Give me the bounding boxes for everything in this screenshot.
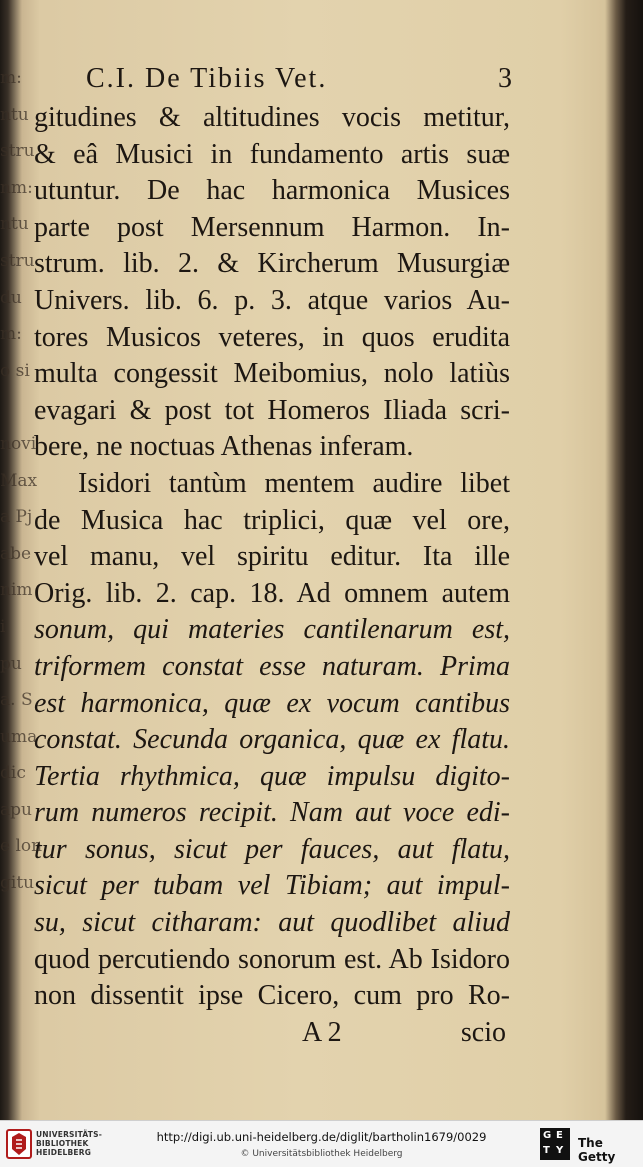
text-line: est harmonica, quæ ex vocum cantibus	[34, 687, 510, 719]
text-line: parte post Mersennum Harmon. In-	[34, 211, 510, 243]
text-line: & eâ Musici in fundamento artis suæ	[34, 138, 510, 170]
page-foot	[34, 1015, 606, 1051]
catchword: scio	[460, 1016, 506, 1048]
text-line: strum. lib. 2. & Kircherum Musurgiæ	[34, 248, 510, 280]
text-line: bere, ne noctuas Athenas inferam.	[34, 431, 414, 463]
text-line: tores Musicos veteres, in quos erudita	[34, 321, 510, 353]
bleed-through-text: m: ntu stru nm: ntu stru du m: o si novi Max a Pj abe nim i pu a. S uma dic apu e lon gitu	[0, 68, 43, 894]
text-line: Orig. lib. 2. cap. 18. Ad omnem autem	[34, 577, 510, 609]
text-line: utuntur. De hac harmonica Musices	[34, 175, 510, 207]
getty-logo-icon: G E T Y	[540, 1128, 570, 1160]
text-line: multa congessit Meibomius, nolo latiùs	[34, 358, 510, 390]
text-line: su, sicut citharam: aut quodlibet aliud	[34, 907, 510, 939]
getty-label: The Getty	[578, 1136, 616, 1164]
source-url-link[interactable]: http://digi.ub.uni-heidelberg.de/diglit/bartholin1679/0029	[156, 1130, 487, 1144]
text-line: non dissentit ipse Cicero, cum pro Ro-	[34, 980, 510, 1012]
text-line: Univers. lib. 6. p. 3. atque varios Au-	[34, 284, 510, 316]
text-line: Isidori tantùm mentem audire libet	[78, 467, 510, 499]
text-line: gitudines & altitudines vocis metitur,	[34, 102, 510, 133]
page-number: 3	[498, 63, 514, 94]
running-head-title: C.I. De Tibiis Vet.	[86, 63, 328, 94]
text-line: tur sonus, sicut per fauces, aut flatu,	[34, 833, 510, 865]
text-line: de Musica hac triplici, quæ vel ore,	[34, 504, 510, 536]
copyright-notice: © Universitätsbibliothek Heidelberg	[240, 1149, 403, 1159]
text-line: Tertia rhythmica, quæ impulsu digito-	[34, 760, 510, 792]
text-line: constat. Secunda organica, quæ ex flatu.	[34, 724, 510, 756]
text-line: rum numeros recipit. Nam aut voce edi-	[34, 797, 510, 829]
signature-mark: A 2	[302, 1016, 342, 1048]
viewer-footer	[0, 1120, 643, 1167]
book-page	[34, 58, 606, 1051]
text-line: sicut per tubam vel Tibiam; aut impul-	[34, 870, 510, 902]
text-line: vel manu, vel spiritu editur. Ita ille	[34, 541, 510, 573]
text-line: evagari & post tot Homeros Iliada scri-	[34, 394, 510, 426]
library-name: UNIVERSITÄTS- BIBLIOTHEK HEIDELBERG	[36, 1130, 103, 1157]
text-line: quod percutiendo sonorum est. Ab Isidoro	[34, 943, 510, 975]
text-line: triformem constat esse naturam. Prima	[34, 650, 510, 682]
running-head	[34, 58, 606, 100]
text-line: sonum, qui materies cantilenarum est,	[34, 614, 510, 646]
